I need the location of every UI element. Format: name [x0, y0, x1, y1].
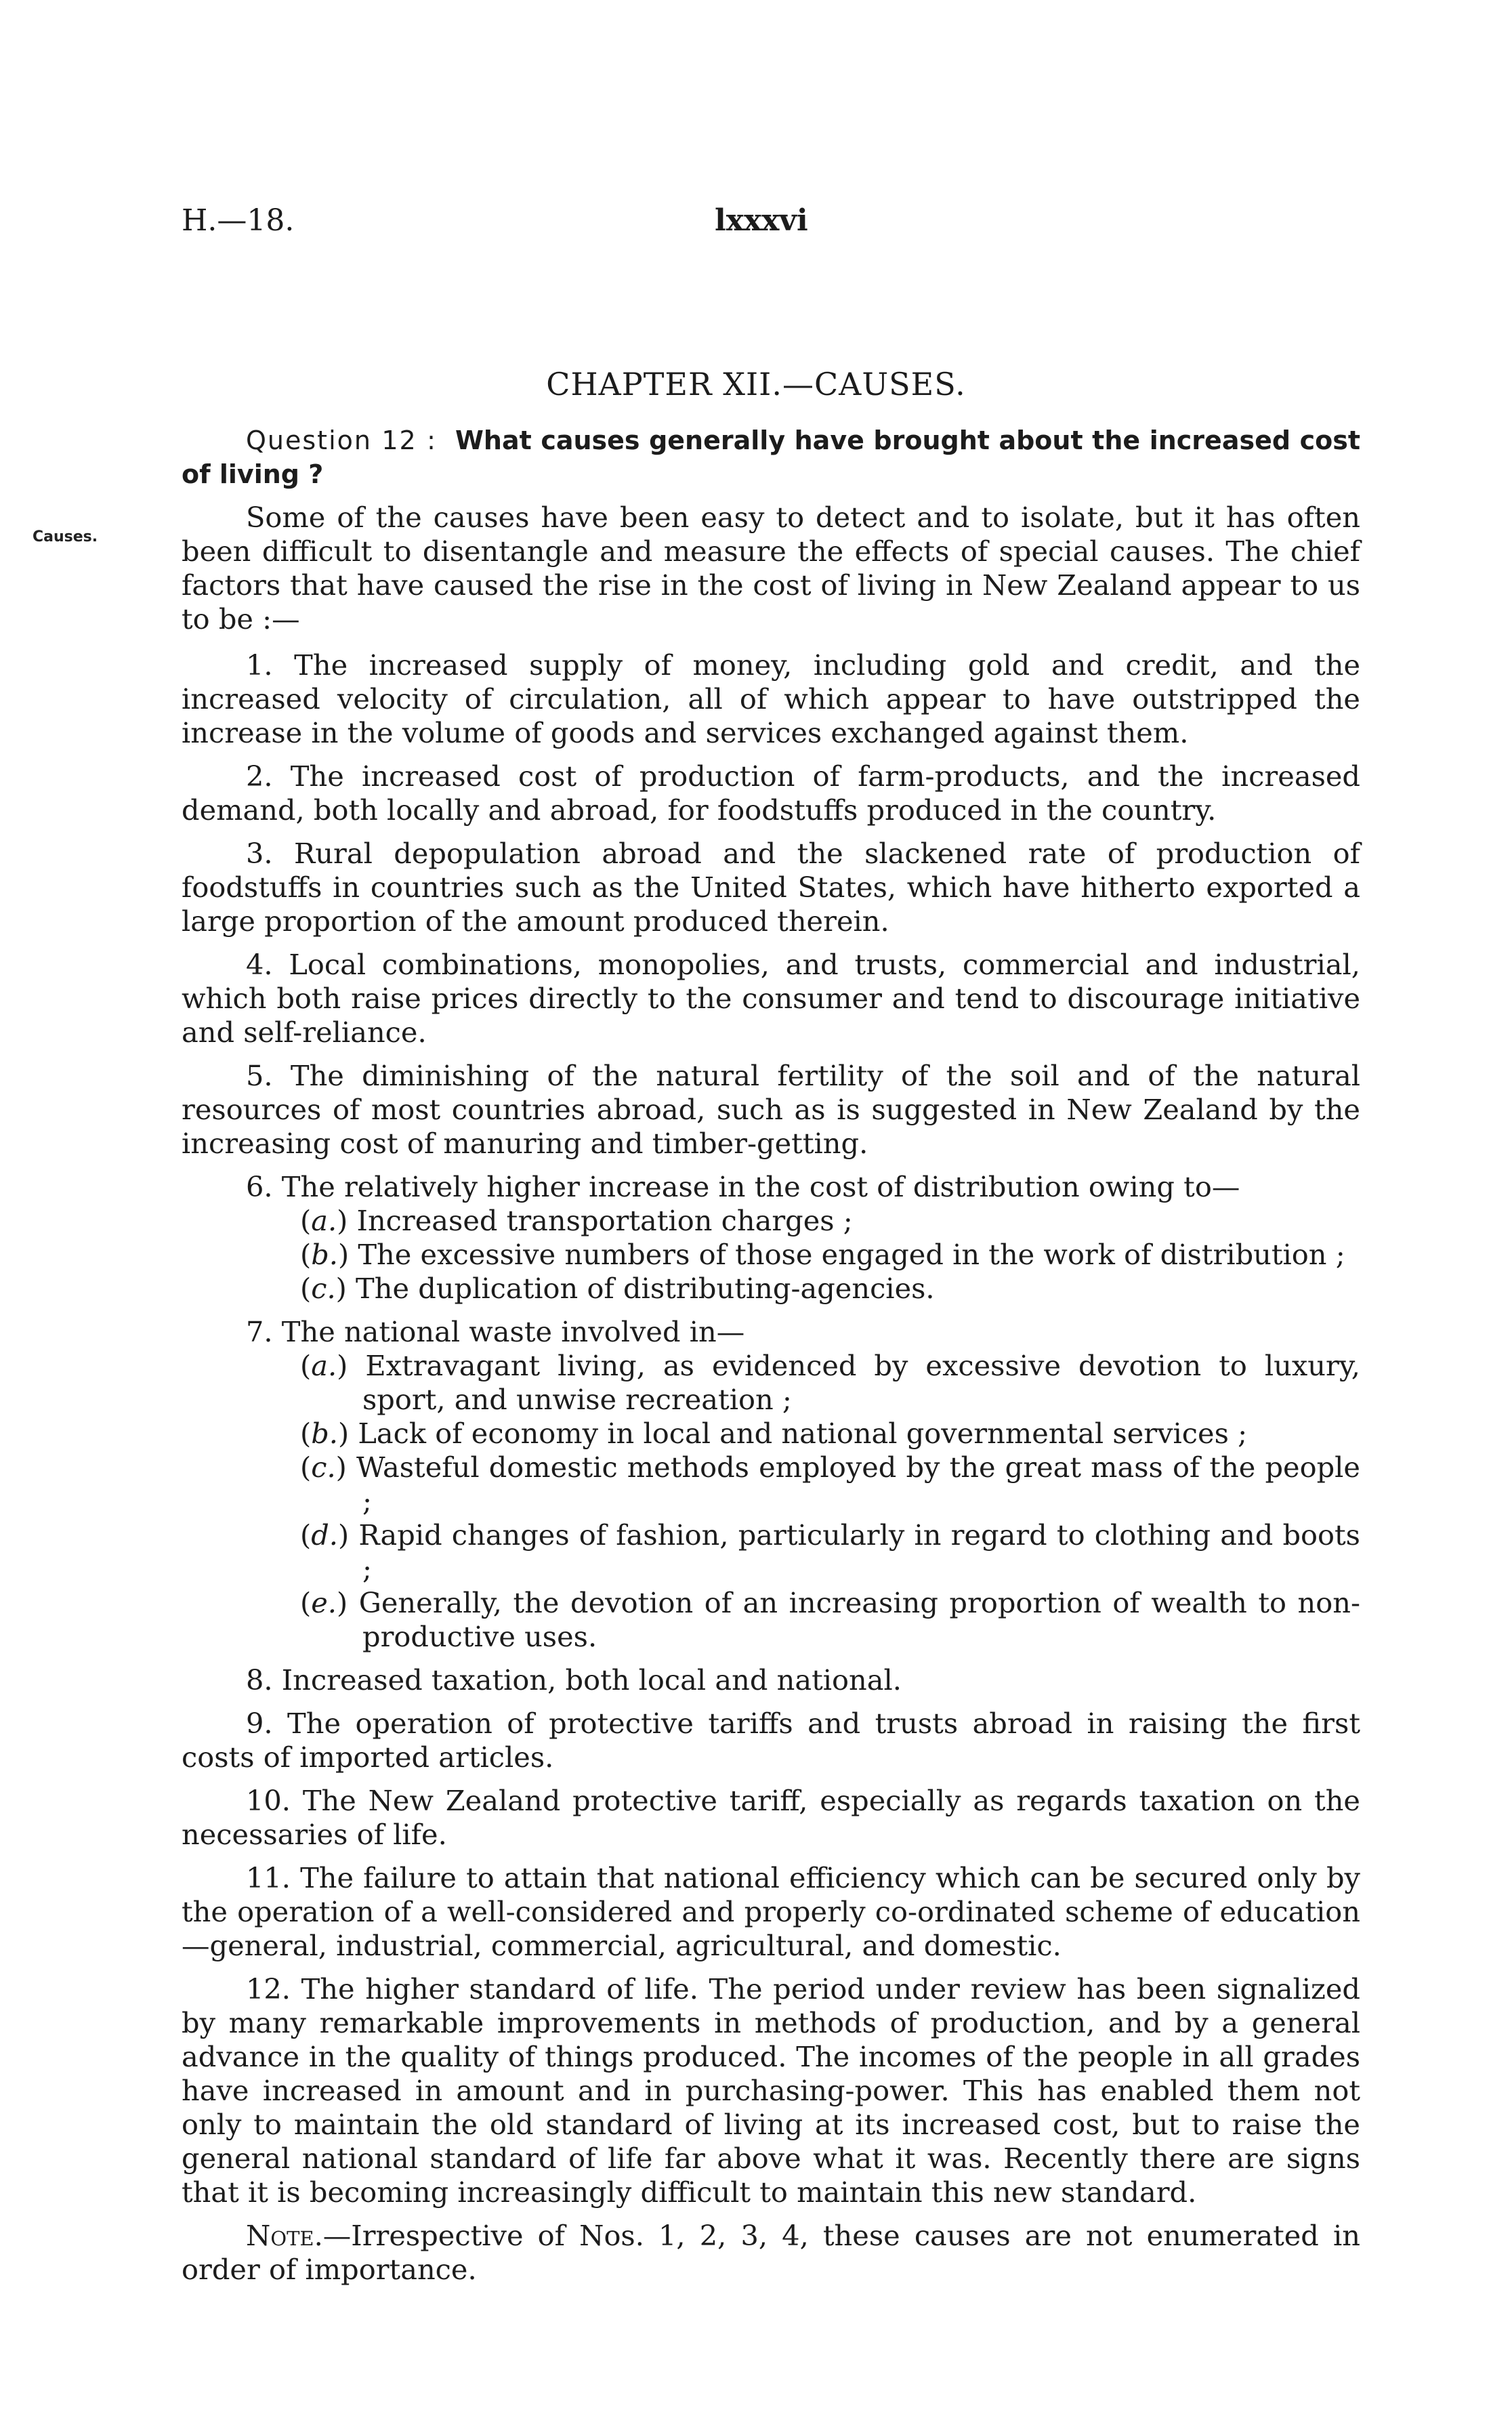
sub-label: c. [311, 1451, 336, 1484]
cause-7-sub-d: (d.) Rapid changes of fashion, particularly in regard to clothing and boots ; [300, 1518, 1360, 1585]
sub-text: The duplication of distributing-agencies. [356, 1272, 935, 1305]
cause-1: 1. The increased supply of money, including gold and credit, and the increased velocity of circulation, all of which appear to have outstripped the increase in the volume of goods and services exchanged against them. [182, 648, 1360, 749]
document-body [182, 423, 1360, 2296]
question-heading [182, 423, 1360, 491]
cause-6-sub-b: (b.) The excessive numbers of those engaged in the work of distribution ; [300, 1238, 1345, 1271]
cause-2: 2. The increased cost of production of farm-products, and the increased demand, both locally and abroad, for foodstuffs produced in the country. [182, 760, 1360, 827]
note-label: Note. [246, 2219, 323, 2252]
cause-5: 5. The diminishing of the natural fertility of the soil and of the natural resources of most countries abroad, such as is suggested in New Zealand by the increasing cost of manuring and timber-getting. [182, 1059, 1360, 1160]
margin-note: Causes. [33, 528, 98, 545]
sub-text: The excessive numbers of those engaged in the work of distribution ; [358, 1238, 1345, 1271]
cause-4: 4. Local combinations, monopolies, and trusts, commercial and industrial, which both raise prices directly to the consumer and tend to discourage initiative and self-reliance. [182, 948, 1360, 1049]
sub-label: d. [311, 1518, 338, 1552]
intro-paragraph: Some of the causes have been easy to detect and to isolate, but it has often been difficult to disentangle and measure the effects of special causes. The chief factors that have caused the rise in the cost of living in New Zealand appear to us to be :— [182, 501, 1360, 636]
sub-label: b. [311, 1417, 338, 1450]
cause-11: 11. The failure to attain that national efficiency which can be secured only by the operation of a well-considered and properly co-ordinated scheme of education —general, industrial, commercial, agricultural, and domestic. [182, 1861, 1360, 1962]
cause-6-head: 6. The relatively higher increase in the cost of distribution owing to— [246, 1170, 1240, 1203]
sub-text: Rapid changes of fashion, particularly in regard to clothing and boots ; [358, 1518, 1360, 1585]
question-text: What causes generally have brought about the increased cost of living ? [182, 425, 1361, 489]
cause-12: 12. The higher standard of life. The period under review has been signalized by many remarkable improvements in methods of production, and by a general advance in the quality of things produced. The incomes of the people in all grades have increased in amount and in purchasing-power. This has enabled them not only to maintain the old standard of living at its increased cost, but to raise the general national standard of life far above what it was. Recently there are signs that it is becoming increasingly difficult to maintain this new standard. [182, 1972, 1360, 2209]
cause-7 [182, 1315, 1360, 1654]
page-header [0, 203, 1512, 257]
cause-3: 3. Rural depopulation abroad and the slackened rate of production of foodstuffs in countries such as the United States, which have hitherto exported a large proportion of the amount produced therein. [182, 837, 1360, 938]
sub-label: b. [311, 1238, 338, 1271]
cause-8: 8. Increased taxation, both local and national. [246, 1663, 902, 1697]
sub-label: c. [311, 1272, 336, 1305]
chapter-title: CHAPTER XII.—CAUSES. [546, 366, 966, 402]
sub-text: Generally, the devotion of an increasing proportion of wealth to non-productive uses. [358, 1586, 1360, 1653]
note-text: —Irrespective of Nos. 1, 2, 3, 4, these causes are not enumerated in order of importance. [182, 2219, 1360, 2286]
sub-label: e. [311, 1586, 337, 1619]
page-number: lxxxvi [715, 203, 808, 238]
cause-7-head: 7. The national waste involved in— [246, 1315, 745, 1348]
cause-7-sub-a: (a.) Extravagant living, as evidenced by excessive devotion to luxury, sport, and unwise recreation ; [300, 1349, 1360, 1416]
sub-label: a. [311, 1349, 337, 1382]
cause-10: 10. The New Zealand protective tariff, especially as regards taxation on the necessaries of life. [182, 1784, 1360, 1851]
cause-7-sub-c: (c.) Wasteful domestic methods employed by the great mass of the people ; [300, 1451, 1360, 1518]
cause-9: 9. The operation of protective tariffs and trusts abroad in raising the first costs of imported articles. [182, 1707, 1360, 1774]
document-reference: H.—18. [182, 203, 295, 238]
cause-7-sub-b: (b.) Lack of economy in local and national governmental services ; [300, 1417, 1248, 1450]
cause-6 [182, 1170, 1360, 1306]
question-label: Question 12 : [246, 425, 437, 455]
sub-text: Lack of economy in local and national governmental services ; [358, 1417, 1248, 1450]
cause-6-sub-c: (c.) The duplication of distributing-agencies. [300, 1272, 935, 1305]
sub-label: a. [311, 1204, 337, 1237]
cause-6-sub-a: (a.) Increased transportation charges ; [300, 1204, 853, 1237]
sub-text: Wasteful domestic methods employed by the great mass of the people ; [356, 1451, 1360, 1518]
sub-text: Increased transportation charges ; [356, 1204, 853, 1237]
cause-7-sub-e: (e.) Generally, the devotion of an increasing proportion of wealth to non-productive uses. [300, 1586, 1360, 1653]
note-paragraph [182, 2219, 1360, 2287]
sub-text: Extravagant living, as evidenced by excessive devotion to luxury, sport, and unwise recreation ; [362, 1349, 1360, 1416]
